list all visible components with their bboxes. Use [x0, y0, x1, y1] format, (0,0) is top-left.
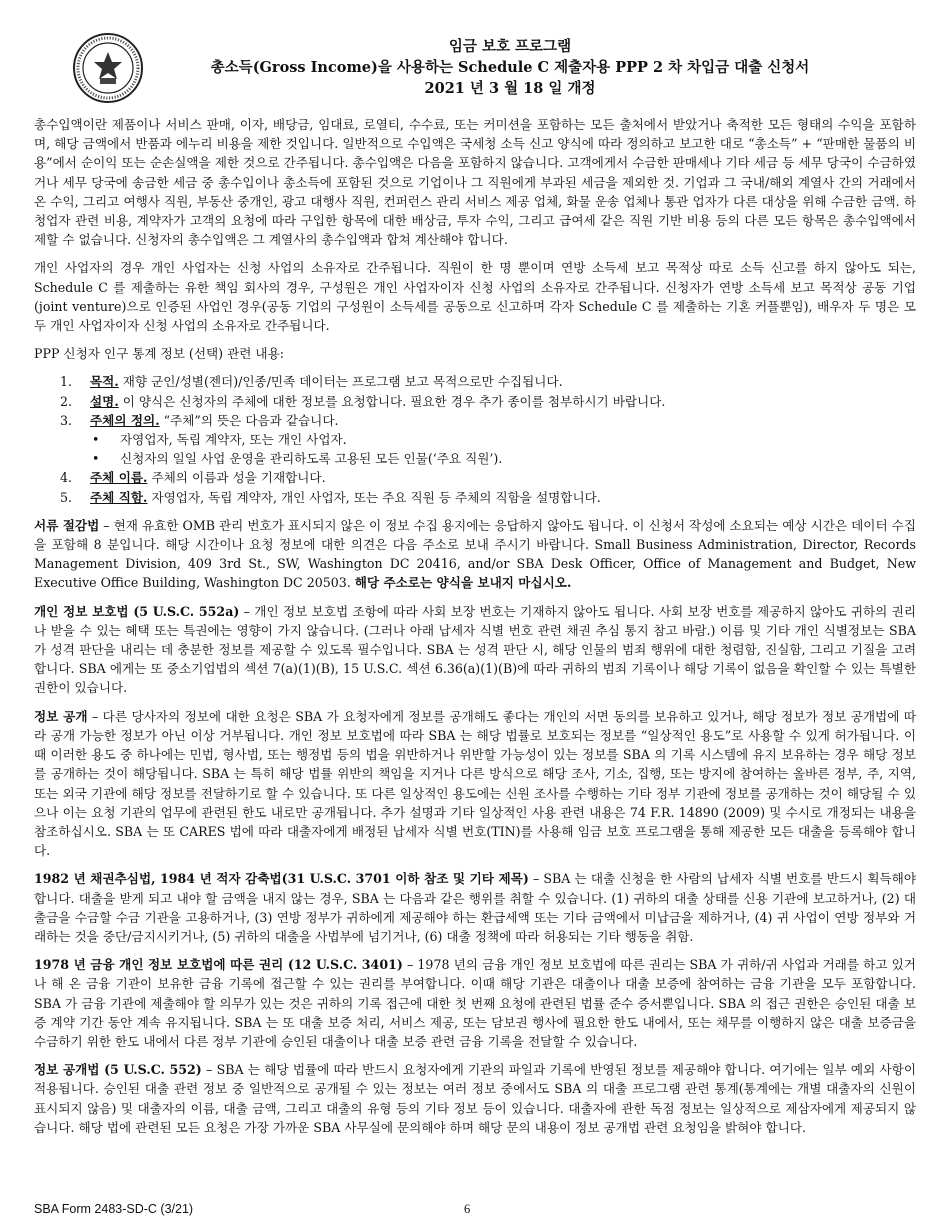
bullet-text: 신청자의 일일 사업 운영을 관리하도록 고용된 모든 인물(‘주요 직원’). — [120, 451, 503, 467]
demographic-list-continued — [34, 468, 916, 506]
list-number: 3. — [60, 412, 73, 428]
page-number: 6 — [464, 1202, 471, 1216]
revision-date: 2021 년 3 월 18 일 개정 — [424, 80, 596, 97]
financial-privacy-paragraph — [34, 955, 916, 1051]
section-title: 정보 공개법 (5 U.S.C. 552) — [34, 1062, 202, 1078]
list-item — [34, 488, 916, 507]
program-title: 임금 보호 프로그램 — [448, 38, 572, 55]
bullet-text: 자영업자, 독립 계약자, 또는 개인 사업자. — [120, 432, 347, 448]
list-number: 4. — [60, 470, 73, 486]
section-text: – 다른 당사자의 정보에 대한 요청은 SBA 가 요청자에게 정보를 공개해도 좋다는 개인의 서면 동의를 보유하고 있거나, 해당 정보가 정보 공개법에 따라 공개 가능한 정보가 아닌 이상 거부됩니다. 개인 정보 보호법에 따라 SBA 는 해당 법률로 보호되는 정보를 “일상적인 용도”로 사용할 수 있게 허가됩니다. 이때 이러한 용도 중 하나에는 민법, 형사법, 또는 행정법 등의 법을 위반하거나 위반할 가능성이 있는 정보를 SBA 의 기록 시스템에 유지 보유하는 경우 해당 정보를 공개하는 것이 해당됩니다. SBA 는 특히 해당 법률 위반의 책임을 지거나 다른 방식으로 해당 조사, 기소, 집행, 또는 방지에 참여하는 올바른 정부, 주, 지역, 또는 외국 기관에 해당 정보를 전달하기로 할 수 있습니다. 또 다른 일상적인 용도에는 신원 조사를 수행하는 기타 정부 기관에 정보를 공개하는 것이 해당될 수 있으나 이는 요청 기관의 업무에 관련된 한도 내로만 공개됩니다. 추가 설명과 기타 일상적인 사용 관련 내용은 74 F.R. 14890 (2009) 및 수시로 개정되는 내용을 참조하십시오. SBA 는 또 CARES 법에 따라 대출자에게 배정된 납세자 식별 번호(TIN)를 사용해 임금 보호 프로그램을 통해 제공한 모든 대출을 등록해야 합니다. — [34, 708, 917, 859]
debt-collection-paragraph — [34, 869, 916, 946]
list-text: 재향 군인/성별(젠더)/인종/민족 데이터는 프로그램 보고 목적으로만 수집됩니다. — [118, 374, 563, 390]
bullet-mark: • — [92, 432, 100, 448]
section-title: 1978 년 금융 개인 정보 보호법에 따른 권리 (12 U.S.C. 3401) — [34, 957, 403, 973]
list-text: 주체의 이름과 성을 기재합니다. — [147, 470, 326, 486]
bullet-mark: • — [92, 451, 100, 467]
list-item — [34, 468, 916, 487]
section-title: 정보 공개 — [34, 708, 88, 724]
list-number: 2. — [60, 393, 73, 409]
bullet-item — [34, 449, 916, 468]
sole-proprietor-paragraph: 개인 사업자의 경우 개인 사업자는 신청 사업의 소유자로 간주됩니다. 직원이 한 명 뿐이며 연방 소득세 보고 목적상 따로 소득 신고를 하지 않아도 되는, Schedule C 를 제출하는 유한 책임 회사의 경우, 구성원은 개인 사업자이자 신청 사업의 소유자로 간주됩니다. 신청자가 연방 소득세 보고 목적상 공동 기업(joint venture)으로 인증된 사업인 경우(공동 기업의 구성원이 소득세를 공동으로 신고하며 각자 Schedule C 를 제출하는 기혼 커플뿐임), 배우자 두 명은 모두 개인 사업자이자 신청 사업의 소유자로 간주됩니다. — [34, 260, 916, 334]
list-term: 주체 직함. — [90, 489, 148, 505]
section-text: – 1978 년의 금융 개인 정보 보호법에 따른 권리는 SBA 가 귀하/귀 사업과 거래를 하고 있거나 해 온 금융 기관이 보유한 금융 기록에 접근할 수 있는 권리를 부여합니다. 이때 해당 기관은 대출이나 대출 보증에 참여하는 금융 기관을 모두 포함합니다. SBA 가 금융 기관에 제출해야 할 의무가 있는 것은 귀하의 기록 접근에 대한 첫 번째 요청에 관련된 법률 준수 증서뿐입니다. SBA 의 접근 권한은 승인된 대출 보증 계약 기간 동안 계속 유지됩니다. SBA 는 또 대출 보증 처리, 서비스 제공, 또는 담보권 행사에 필요한 한도 내에서, 또는 채무를 이행하지 않은 대출 보증금을 수금하기 위한 한도 내에서 다른 정부 기관에 승인된 대출이나 대출 보증 관련 금융 기록을 전달할 수 있습니다. — [34, 957, 916, 1049]
list-text: 이 양식은 신청자의 주체에 대한 정보를 요청합니다. 필요한 경우 추가 종이를 첨부하시기 바랍니다. — [118, 393, 666, 409]
section-text: – SBA 는 해당 법률에 따라 반드시 요청자에게 기관의 파일과 기록에 반영된 정보를 제공해야 합니다. 여기에는 일부 예외 사항이 적용됩니다. 승인된 대출 관련 정보 중 일반적으로 공개될 수 있는 정보는 여러 정보 중에서도 SBA 의 대출 프로그램 관련 통계(통계에는 개별 대출자의 신원이 표시되지 않음) 및 대출자의 이름, 대출 금액, 그리고 대출의 유형 등의 기타 정보 등이 있습니다. 대출자에 관한 독점 정보는 일상적으로 제삼자에게 제공되지 않습니다. 해당 법에 관련된 모든 요청은 가장 가까운 SBA 사무실에 문의해야 하며 해당 문의 내용이 정보 공개법 관련 요청임을 밝혀야 합니다. — [34, 1062, 917, 1135]
list-term: 주체의 정의. — [90, 412, 160, 428]
section-text: – 개인 정보 보호법 조항에 따라 사회 보장 번호는 기재하지 않아도 됩니다. 사회 보장 번호를 제공하지 않아도 귀하의 권리나 받을 수 있는 혜택 또는 특권에는 영향이 가지 않습니다. (그러나 아래 납세자 식별 번호 관련 채권 추심 통지 참고 바람.) 이름 및 기타 개인 식별정보는 SBA 가 성격 판단을 내리는 데 충분한 정보를 제공할 수 있도록 필수입니다. SBA 는 성격 판단 시, 해당 인물의 범죄 행위에 대한 청렴함, 진실함, 그리고 기질을 고려합니다. SBA 에게는 또 중소기업법의 섹션 7(a)(1)(B), 15 U.S.C. 섹션 6.36(a)(1)(B)에 따라 귀하의 범죄 기록이나 해당 기록이 없음을 확인할 수 있는 특별한 권한이 있습니다. — [34, 603, 917, 696]
list-item — [34, 372, 916, 391]
list-item — [34, 392, 916, 411]
list-term: 설명. — [90, 393, 119, 409]
list-text: 자영업자, 독립 계약자, 개인 사업자, 또는 주요 직원 등 주체의 직함을 설명합니다. — [147, 489, 601, 505]
section-text: – SBA 는 대출 신청을 한 사람의 납세자 식별 번호를 반드시 획득해야 합니다. 대출을 받게 되고 내야 할 금액을 내지 않는 경우, SBA 는 다음과 같은 행위를 취할 수 있습니다. (1) 귀하의 대출 상태를 신용 기관에 보고하거나, (2) 대출금을 수금할 수금 기관을 고용하거나, (3) 연방 정부가 귀하에게 제공해야 하는 환급세액 또는 기타 금액에서 미납금을 제하거나, (4) 귀 사업이 연방 정부와 거래하는 것을 중단/금지시키거나, (5) 귀하의 대출을 사법부에 넘기거나, (6) 대출 정책에 따라 허용되는 기타 행동을 취함. — [34, 871, 917, 944]
list-number: 1. — [60, 374, 73, 390]
section-text: – 현재 유효한 OMB 관리 번호가 표시되지 않은 이 정보 수집 용지에는 응답하지 않아도 됩니다. 이 신청서 작성에 소요되는 예상 시간은 데이터 수집을 포함해 8 분입니다. 해당 시간이나 요청 정보에 대한 의견은 다음 주소로 보내 주시기 바랍니다. Small Business Administration, Director, Records Management Division, 409 3rd St., SW, Washington DC 20416, and/or SBA Desk Officer, Office of Management and Budget, New Executive Office Building, Washington DC 20503. — [34, 517, 916, 591]
list-term: 목적. — [90, 374, 119, 390]
list-number: 5. — [60, 489, 73, 505]
demographic-intro: PPP 신청자 인구 통계 정보 (선택) 관련 내용: — [34, 346, 284, 362]
section-title: 개인 정보 보호법 (5 U.S.C. 552a) — [34, 603, 240, 619]
demographic-list — [34, 372, 916, 430]
section-emphasis: 해당 주소로는 양식을 보내지 마십시오. — [354, 575, 572, 591]
bullet-item — [34, 430, 916, 449]
demographic-section — [34, 344, 916, 507]
list-term: 주체 이름. — [90, 470, 148, 486]
section-title: 1982 년 채권추심법, 1984 년 적자 감축법(31 U.S.C. 3701 이하 참조 및 기타 제목) — [34, 871, 529, 887]
document-body — [34, 115, 916, 1146]
form-title: 총소득(Gross Income)을 사용하는 Schedule C 제출자용 PPP 2 차 차입금 대출 신청서 — [210, 59, 810, 76]
principal-bullets — [34, 430, 916, 468]
sba-seal-icon — [72, 32, 144, 104]
document-header — [160, 36, 860, 99]
form-number: SBA Form 2483-SD-C (3/21) — [34, 1202, 194, 1216]
privacy-act-paragraph — [34, 602, 916, 698]
section-title: 서류 절감법 — [34, 517, 100, 533]
disclosure-paragraph — [34, 707, 916, 861]
list-item — [34, 411, 916, 430]
paperwork-reduction-paragraph — [34, 516, 916, 593]
gross-receipts-paragraph: 총수입액이란 제품이나 서비스 판매, 이자, 배당금, 임대료, 로열티, 수수료, 또는 커미션을 포함하는 모든 출처에서 받았거나 축적한 모든 형태의 수익을 포함하며, 해당 금액에서 반품과 에누리 비용을 제한 것입니다. 일반적으로 수입액은 국세청 소득 신고 양식에 따라 정의하고 보고한 대로 “총소득” + “판매한 물품의 비용”에서 순이익 또는 순손실액을 제한 것으로 간주됩니다. 총수입액은 다음을 포함하지 않습니다. 고객에게서 수금한 판매세나 기타 세금 등 세무 당국이 수금하였거나 세무 당국에 송금한 세금 중 총수입이나 총소득에 포함된 것으로 기업이나 그 직원에게 부과된 세금을 제외한 것. 기업과 그 국내/해외 계열사 간의 거래에서 온 수익, 그리고 여행사 직원, 부동산 중개인, 광고 대행사 직원, 컨퍼런스 관리 서비스 제공 업체, 화물 운송 업체나 통관 업자가 다른 대상을 위해 수금한 금액. 하청업자 관련 비용, 계약자가 고객의 요청에 따라 구입한 항목에 대한 배상금, 투자 수익, 그리고 급여세 같은 직원 기반 비용 등의 다른 모든 항목은 총수입액에서 제할 수 없습니다. 신청자의 총수입액은 그 계열사의 총수입액과 합쳐 계산해야 합니다. — [34, 117, 916, 248]
list-text: “주체”의 뜻은 다음과 같습니다. — [159, 412, 339, 428]
foia-paragraph — [34, 1060, 916, 1137]
